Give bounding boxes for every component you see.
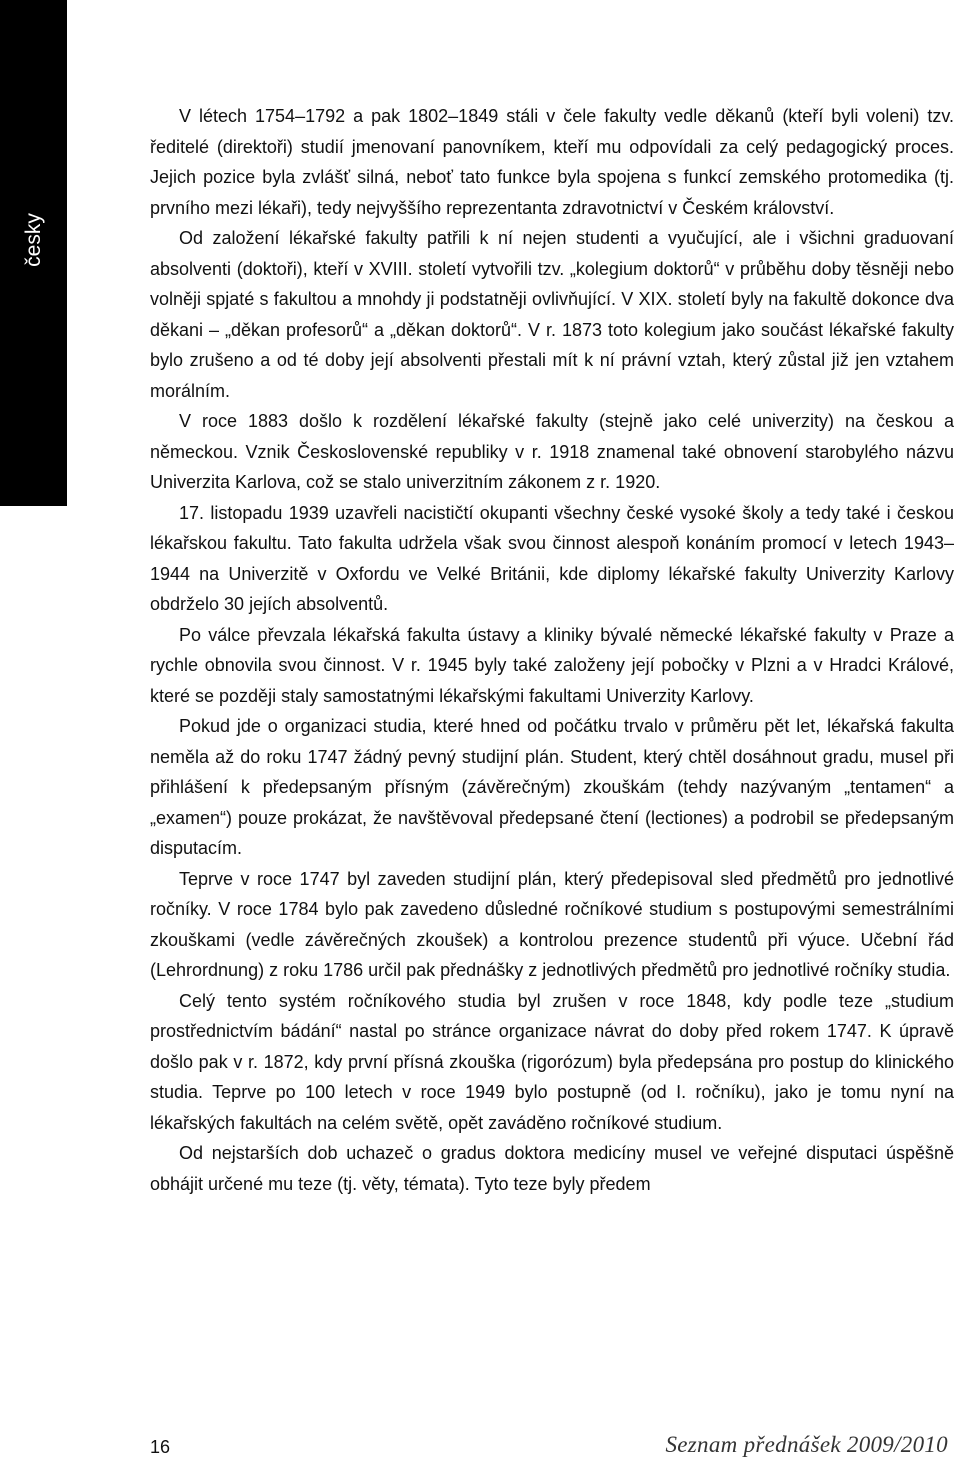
paragraph: Teprve v roce 1747 byl zaveden studijní plán, který předepisoval sled předmětů pro jednotlivé ročníky. V roce 1784 bylo pak zavedeno důsledné ročníkové studium s postupovými semestrálními zkouškami (vedle závěrečných zkoušek) a kontrolou prezence studentů při výuce. Učební řád (Lehrordnung) z roku 1786 určil pak přednášky z jednotlivých předmětů pro jednotlivé ročníky studia.: [150, 868, 954, 980]
publication-title: Seznam přednášek 2009/2010: [665, 1432, 948, 1457]
paragraph: Od založení lékařské fakulty patřili k ní nejen studenti a vyučující, ale i všichni graduovaní absolventi (doktoři), kteří v XVIII. století vytvořili tzv. „kolegium doktorů“ v průběhu doby těsněji nebo volněji spjaté s fakultou a mnohdy ji podstatněji ovlivňující. V XIX. století byly na fakultě dokonce dva děkani – „děkan profesorů“ a „děkan doktorů“. V r. 1873 toto kolegium jako součást lékařské fakulty bylo zrušeno a od té doby její absolventi přestali mít k ní právní vztah, který zůstal již jen vztahem morálním.: [150, 228, 954, 401]
paragraph: V létech 1754–1792 a pak 1802–1849 stáli v čele fakulty vedle děkanů (kteří byli voleni) tzv. ředitelé (direktoři) studií jmenovaní panovníkem, kteří mu odpovídali za celý pedagogický proces. Jejich pozice byla zvlášť silná, neboť tato funkce byla spojena s funkcí zemského protomedika (tj. prvního mezi lékaři), tedy nejvyššího reprezentanta zdravotnictví v Českém království.: [150, 106, 954, 218]
paragraph: V roce 1883 došlo k rozdělení lékařské fakulty (stejně jako celé univerzity) na českou a německou. Vznik Československé republiky v r. 1918 znamenal také obnovení starobylého názvu Univerzita Karlova, což se stalo univerzitním zákonem z r. 1920.: [150, 411, 954, 492]
paragraph: Po válce převzala lékařská fakulta ústavy a kliniky bývalé německé lékařské fakulty v Praze a rychle obnovila svou činnost. V r. 1945 byly také založeny její pobočky v Plzni a v Hradci Králové, které se později staly samostatnými lékařskými fakultami Univerzity Karlovy.: [150, 624, 954, 706]
language-tab: [0, 0, 67, 506]
paragraph: Od nejstarších dob uchazeč o gradus doktora medicíny musel ve veřejné disputaci úspěšně obhájit určené mu teze (tj. věty, témata). Tyto teze byly předem: [150, 1143, 954, 1194]
paragraph: Celý tento systém ročníkového studia byl zrušen v roce 1848, kdy podle teze „studium prostřednictvím bádání“ nastal po stránce organizace návrat do doby před rokem 1747. K úpravě došlo pak v r. 1872, kdy první přísná zkouška (rigorózum) byla předepsána pro postup do klinického studia. Teprve po 100 letech v roce 1949 bylo postupně (od I. ročníku), jako je tomu nyní na lékařských fakultách na celém světě, opět zaváděno ročníkové studium.: [150, 990, 954, 1133]
paragraph: Pokud jde o organizaci studia, které hned od počátku trvalo v průměru pět let, lékařská fakulta neměla až do roku 1747 žádný pevný studijní plán. Student, který chtěl dosáhnout gradu, musel při přihlášení k předepsaným přísným (závěrečným) zkouškám (tehdy nazývaným „tentamen“ a „examen“) pouze prokázat, že navštěvoval předepsané čtení (lectiones) a podrobil se předepsaným disputacím.: [150, 716, 954, 858]
page-number: 16: [150, 1437, 171, 1457]
main-text: [150, 101, 954, 1199]
language-tab-label: česky: [22, 213, 45, 267]
paragraph: 17. listopadu 1939 uzavřeli nacističtí okupanti všechny české vysoké školy a tedy také i českou lékařskou fakultu. Tato fakulta udržela však svou činnost alespoň konáním promocí v letech 1943–1944 na Univerzitě v Oxfordu ve Velké Británii, kde diplomy lékařské fakulty Univerzity Karlovy obdrželo 30 jejích absolventů.: [150, 502, 954, 614]
